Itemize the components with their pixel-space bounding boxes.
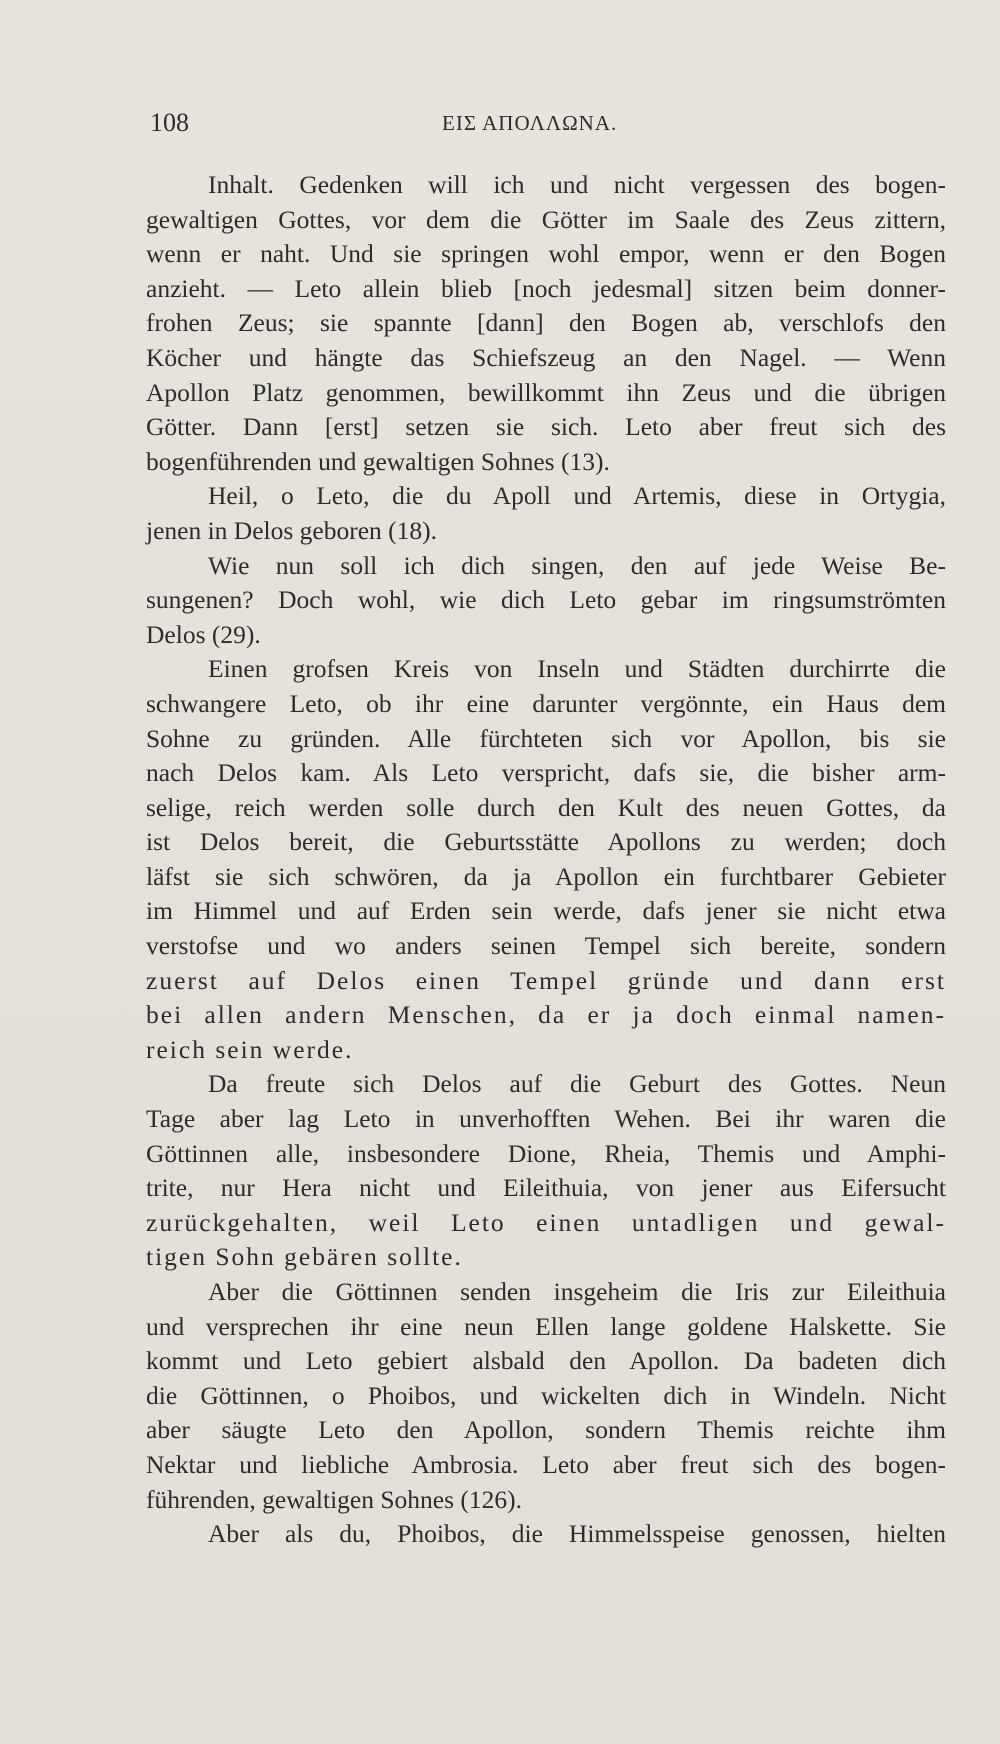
text-line: gewaltigen Gottes, vor dem die Götter im Saale des Zeus zittern,	[146, 204, 946, 234]
text-line: wenn er naht. Und sie springen wohl empor, wenn er den Bogen	[146, 239, 946, 269]
running-title: ΕΙΣ ΑΠΟΛΛΩΝΑ.	[442, 111, 618, 135]
body-text	[146, 168, 946, 1552]
text-line: Wie nun soll ich dich singen, den auf jede Weise Be-	[208, 550, 946, 580]
text-line: selige, reich werden solle durch den Kult des neuen Gottes, da	[146, 792, 946, 822]
text-line: Aber als du, Phoibos, die Himmelsspeise genossen, hielten	[208, 1519, 946, 1549]
text-line: und versprechen ihr eine neun Ellen lange goldene Halskette. Sie	[146, 1311, 946, 1341]
text-line: frohen Zeus; sie spannte [dann] den Bogen ab, verschlofs den	[146, 308, 946, 338]
text-line: Nektar und liebliche Ambrosia. Leto aber freut sich des bogen-	[146, 1449, 946, 1479]
text-line: führenden, gewaltigen Sohnes (126).	[146, 1484, 523, 1514]
text-line: ist Delos bereit, die Geburtsstätte Apollons zu werden; doch	[146, 827, 946, 857]
text-line: Köcher und hängte das Schiefszeug an den Nagel. — Wenn	[146, 342, 946, 372]
text-line: Aber die Göttinnen senden insgeheim die Iris zur Eileithuia	[208, 1277, 946, 1306]
text-line: Götter. Dann [erst] setzen sie sich. Leto aber freut sich des	[146, 412, 946, 442]
text-line: bogenführenden und gewaltigen Sohnes (13).	[146, 446, 610, 476]
text-line: anzieht. — Leto allein blieb [noch jedesmal] sitzen beim donner-	[146, 273, 946, 303]
text-line: Einen grofsen Kreis von Inseln und Städten durchirrte die	[208, 654, 946, 684]
text-line: kommt und Leto gebiert alsbald den Apollon. Da badeten dich	[146, 1346, 946, 1376]
text-line: Apollon Platz genommen, bewillkommt ihn Zeus und die übrigen	[146, 377, 946, 407]
text-line: die Göttinnen, o Phoibos, und wickelten dich in Windeln. Nicht	[146, 1380, 946, 1410]
text-line: Inhalt. Gedenken will ich und nicht vergessen des bogen-	[208, 170, 946, 199]
text-line: im Himmel und auf Erden sein werde, dafs jener sie nicht etwa	[146, 896, 946, 926]
text-line: läfst sie sich schwören, da ja Apollon ein furchtbarer Gebieter	[146, 861, 946, 891]
text-line: aber säugte Leto den Apollon, sondern Themis reichte ihm	[146, 1415, 946, 1445]
text-line: Tage aber lag Leto in unverhofften Wehen. Bei ihr waren die	[146, 1104, 946, 1134]
text-line: Delos (29).	[146, 619, 261, 649]
text-line: Heil, o Leto, die du Apoll und Artemis, diese in Ortygia,	[208, 481, 946, 511]
page-header	[150, 108, 945, 142]
text-line: nach Delos kam. Als Leto verspricht, dafs sie, die bisher arm-	[146, 758, 946, 788]
text-line: tigen Sohn gebären sollte.	[146, 1242, 463, 1272]
text-line: sungenen? Doch wohl, wie dich Leto gebar im ringsumströmten	[146, 585, 946, 615]
text-line: Göttinnen alle, insbesondere Dione, Rheia, Themis und Amphi-	[146, 1138, 946, 1168]
text-line: schwangere Leto, ob ihr eine darunter vergönnte, ein Haus dem	[146, 688, 946, 718]
text-line: reich sein werde.	[146, 1034, 354, 1064]
text-line: jenen in Delos geboren (18).	[146, 515, 438, 545]
text-line: Da freute sich Delos auf die Geburt des Gottes. Neun	[208, 1069, 946, 1099]
text-line: zuerst auf Delos einen Tempel gründe und dann erst	[146, 965, 946, 995]
page-number: 108	[150, 108, 189, 137]
text-line: trite, nur Hera nicht und Eileithuia, von jener aus Eifersucht	[146, 1173, 946, 1203]
text-line: zurückgehalten, weil Leto einen untadligen und gewal-	[146, 1207, 946, 1237]
text-line: bei allen andern Menschen, da er ja doch einmal namen-	[146, 1000, 946, 1030]
text-line: Sohne zu gründen. Alle fürchteten sich vor Apollon, bis sie	[146, 723, 946, 753]
text-line: verstofse und wo anders seinen Tempel sich bereite, sondern	[146, 931, 946, 961]
